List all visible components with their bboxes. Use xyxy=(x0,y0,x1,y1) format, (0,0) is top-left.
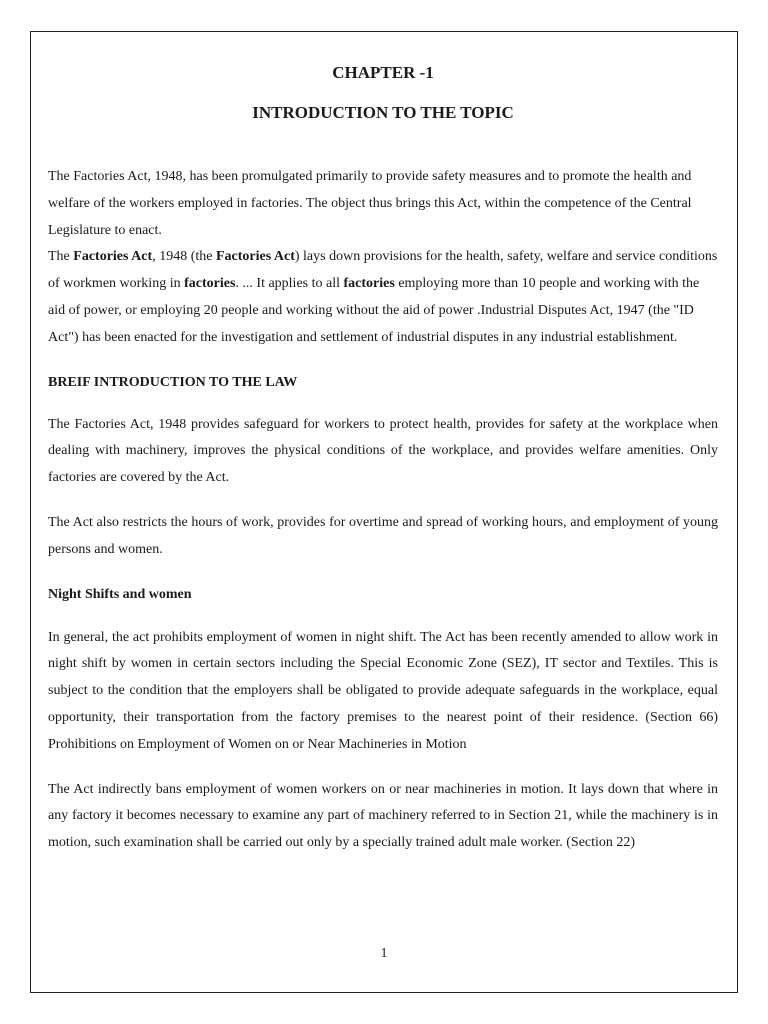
bold-term: factories xyxy=(184,276,236,292)
bold-term: Factories Act xyxy=(215,249,295,265)
page-number: 1 xyxy=(380,946,388,961)
night-paragraph-2: The Act indirectly bans employment of women workers on or near machineries in motion. It lays down that where in any factory it becomes necessary to examine any part of machinery referred to in Section 21, while the machinery is in motion, such examination shall be carried out only by a specially trained adult male worker. (Section 22) xyxy=(48,781,718,851)
text-run: employing more than 10 people and working with the aid of power, or employing 20 people and working without the aid of power .Industrial Disputes Act, 1947 (the "ID Act") has been enacted for the investigation and settlement of industrial disputes in any industrial establishment. xyxy=(48,276,700,345)
text-run: , 1948 (the xyxy=(152,249,216,265)
section-heading-brief: BREIF INTRODUCTION TO THE LAW xyxy=(48,374,298,390)
text-run: . ... It applies to all xyxy=(235,276,344,292)
text-run: ) lays down provisions for the health, safety, welfare and service conditions of workmen working in xyxy=(48,249,718,292)
text-run: The xyxy=(48,249,74,265)
bold-term: factories xyxy=(343,276,395,292)
document-body xyxy=(48,62,718,857)
night-paragraph-1: In general, the act prohibits employment of women in night shift. The Act has been recently amended to allow work in night shift by women in certain sectors including the Special Economic Zone (SEZ), IT sector and Textiles. This is subject to the condition that the employers shall be obligated to provide adequate safeguards in the workplace, equal opportunity, their transportation from the factory premises to the nearest point of their residence. (Section 66) Prohibitions on Employment of Women on or Near Machineries in Motion xyxy=(48,629,718,752)
bold-term: Factories Act xyxy=(73,249,153,265)
section-heading-night: Night Shifts and women xyxy=(48,586,192,602)
intro-paragraph-2 xyxy=(48,244,718,351)
brief-paragraph-2: The Act also restricts the hours of work, provides for overtime and spread of working hours, and employment of young persons and women. xyxy=(48,514,718,557)
chapter-title: INTRODUCTION TO THE TOPIC xyxy=(252,103,514,122)
brief-paragraph-1: The Factories Act, 1948 provides safeguard for workers to protect health, provides for safety at the workplace when dealing with machinery, improves the physical conditions of the workplace, and provides welfare amenities. Only factories are covered by the Act. xyxy=(48,416,718,486)
chapter-heading: CHAPTER -1 xyxy=(332,63,434,82)
intro-paragraph-1: The Factories Act, 1948, has been promulgated primarily to provide safety measures and to promote the health and welfare of the workers employed in factories. The object thus brings this Act, within the competence of the Central Legislature to enact. xyxy=(48,169,692,238)
